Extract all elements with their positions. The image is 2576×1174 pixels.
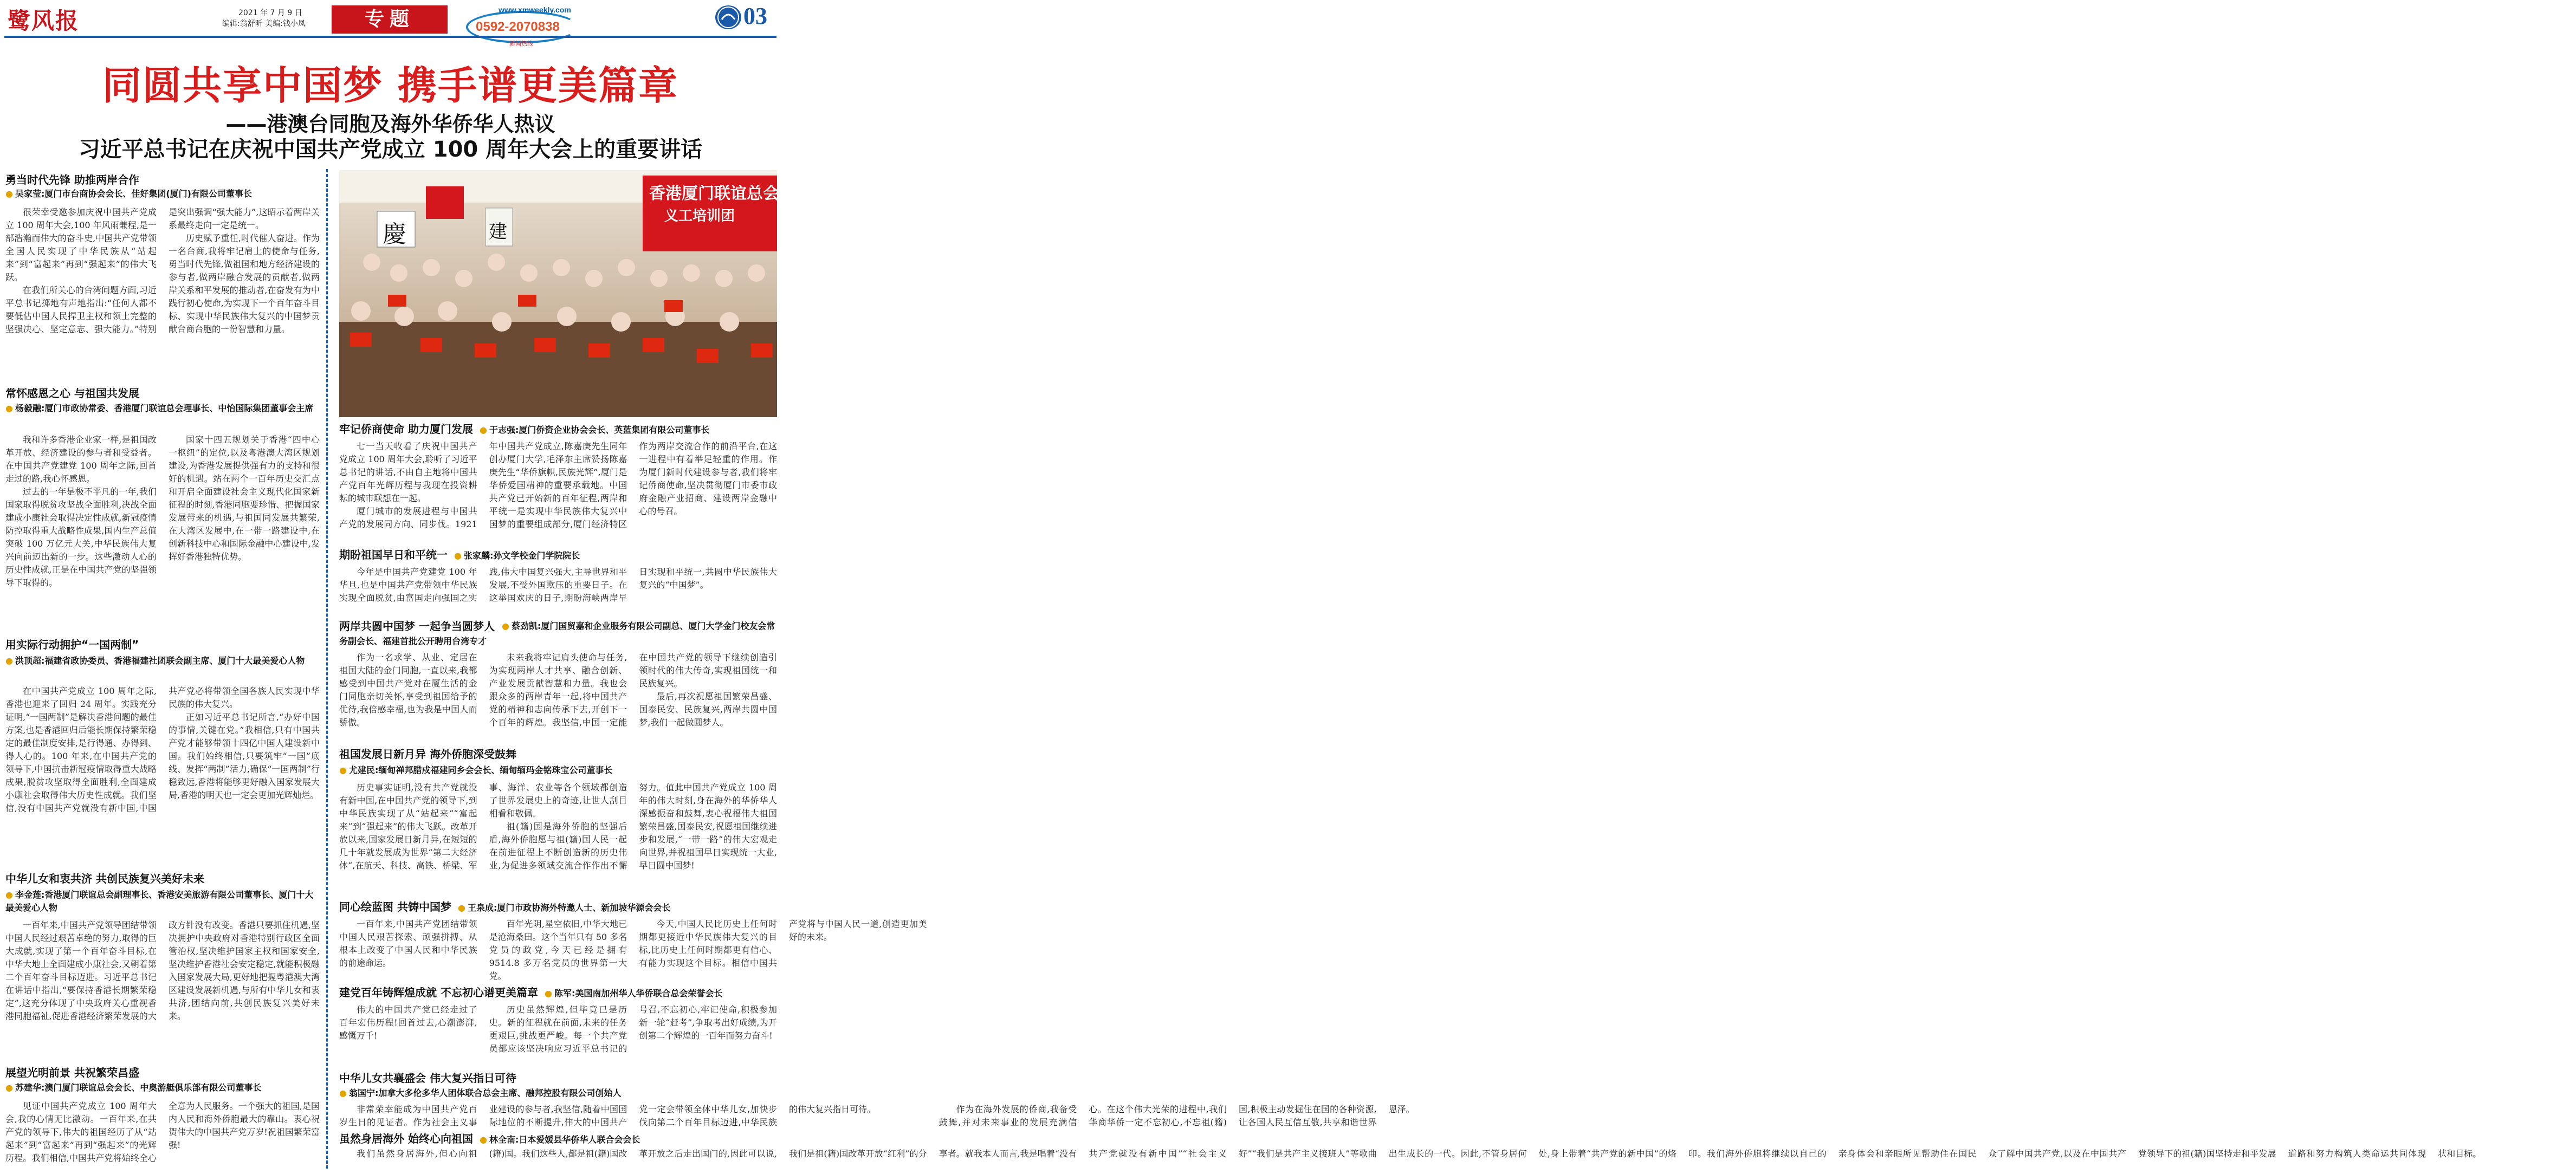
article-author [339, 619, 777, 649]
inline-author [480, 1134, 640, 1145]
author-text: 于志强:厦门侨资企业协会会长、英蓝集团有限公司董事长 [489, 425, 710, 435]
hotline-label: 新闻热线 [509, 40, 533, 47]
article-title [339, 1131, 640, 1147]
banner-text: 香港厦门联谊总会 [649, 184, 779, 203]
title-text: 建党百年铸辉煌成就 不忘初心谱更美篇章 [339, 986, 538, 999]
paragraph: 我和许多香港企业家一样,是祖国改革开放、经济建设的参与者和受益者。在中国共产党建党 100 周年之际,回首走过的路,我心怀感恩。 [5, 434, 157, 484]
article-body [5, 206, 320, 385]
paragraph: 历史虽然辉煌,但毕竟已是历史。新的征程就在前面,未来的任务更艰巨,挑战更严峻。每一个共产党员都应该坚决响应习近平总书记的号召,不忘初心,牢记使命,积极参加新一轮“赶考”,争取考出好成绩,为开创第二个辉煌的一百年而努力奋斗! [489, 1004, 777, 1054]
paragraph: 今天,中国人民比历史上任何时期都更接近中华民族伟大复兴的目标,比历史上任何时期都更有信心、有能力实现这个目标。相信中国共产党将与中国人民一道,创造更加美好的未来。 [639, 919, 927, 968]
article-author [5, 1081, 320, 1094]
author-text: 蔡劲凯:厦门国贸嘉和企业服务有限公司副总、厦门大学金门校友会常务副会长、福建首批公开聘用台湾专才 [339, 621, 775, 646]
bullet-icon: ● [479, 1134, 487, 1145]
bullet-icon: ● [544, 988, 552, 998]
author-text: 陈军:美国南加州华人华侨联合总会荣誉会长 [554, 988, 723, 998]
bullet-icon: ● [5, 189, 13, 199]
article-body [5, 685, 320, 869]
author-text: 翁国宁:加拿大多伦多华人团体联合总会主席、融邦控股有限公司创始人 [348, 1088, 622, 1098]
paragraph: 历史事实证明,没有共产党就没有新中国,在中国共产党的领导下,到中华民族实现了从“站起来”“富起来”到“强起来”的伟大飞跃。改革开放以来,国家发展日新月异,在短短的几十年就发展成为世界“第二大经济体”,在航天、科技、高铁、桥梁、军事、海洋、农业等各个领域都创造了世界发展史上的奇迹,让世人刮目相看和敬佩。 [339, 782, 627, 871]
inline-author [454, 550, 580, 561]
article-title: 中华儿女共襄盛会 伟大复兴指日可待 [339, 1072, 516, 1085]
bullet-icon: ● [5, 890, 13, 900]
article-body [339, 918, 927, 983]
article-body [339, 651, 777, 743]
paragraph: 一百年来,中国共产党领导团结带领中国人民经过艰苦卓绝的努力,取得的巨大成就,实现了第一个百年奋斗目标,在中华大地上全面建成小康社会,又朝着第二个百年奋斗目标迈进。习近平总书记在讲话中指出,“要保持香港长期繁荣稳定”,这充分体现了中央政府关心重视香港同胞福祉,促进香港经济繁荣发展的大政方针没有改变。香港只要抓住机遇,坚决拥护中央政府对香港特别行政区全面管治权,坚决维护国家主权和国家安全,坚决维护香港社会安定稳定,就能积极融入国家发展大局,更好地把握粤港澳大湾区建设发展新机遇,与所有中华儿女和衷共济,团结向前,共创民族复兴美好未来。 [5, 920, 320, 1021]
author-text: 林全南:日本爱媛县华侨华人联合会会长 [489, 1134, 640, 1145]
article-title [339, 547, 580, 563]
title-text: 同心绘蓝图 共铸中国梦 [339, 900, 451, 913]
author-text: 吴家莹:厦门市台商协会会长、佳好集团(厦门)有限公司董事长 [15, 189, 252, 199]
paragraph: 厦门城市的发展进程与中国共产党的发展同方向、同步伐。1921 年中国共产党成立,陈嘉庚先生同年创办厦门大学,毛泽东主席赞扬陈嘉庚先生“华侨旗帜,民族光辉”,厦门是华侨爱国精神的重要承载地。中国共产党已开始新的百年征程,两岸和平统一是实现中华民族伟大复兴中国梦的重要组成部分,厦门经济特区作为两岸交流合作的前沿平台,在这一进程中有着举足轻重的作用。作为厦门新时代建设参与者,我们将牢记侨商使命,坚决贯彻厦门市委市政府金融产业招商、建设两岸金融中心的号召。 [339, 441, 777, 529]
article-title: 勇当时代先锋 助推两岸合作 [5, 173, 139, 186]
inline-author [545, 988, 722, 998]
subheadline-1: ——港澳台同胞及海外华侨华人热议 [225, 112, 555, 136]
paragraph: 正如习近平总书记所言,“办好中国的事情,关键在党。”我相信,只有中国共产党才能够带领十四亿中国人建设新中国。我们始终相信,只要筑牢“一国”底线、发挥“两制”活力,确保“一国两制”行稳致远,香港将能够更好融入国家发展大局,香港的明天也一定会更加光辉灿烂。 [169, 712, 320, 800]
main-headline: 同圆共享中国梦 携手谱更美篇章 [102, 63, 679, 108]
bullet-icon: ● [5, 1082, 13, 1093]
paragraph: 很荣幸受邀参加庆祝中国共产党成立 100 周年大会,100 年风雨兼程,是一部浩瀚而伟大的奋斗史,中国共产党带领全国人民实现了中华民族从“站起来”到“富起来”再到“强起来”的伟大飞跃。 [5, 207, 157, 282]
paragraph: 见证中国共产党成立 100 周年大会,我的心情无比激动。一百年来,在共产党的领导下,伟大的祖国经历了从“站起来”到“富起来”再到“强起来”的光辉历程。我们相信,中国共产党将始终全心全意为人民服务。一个强大的祖国,是国内人民和海外侨胞最大的靠山。衷心祝贺伟大的中国共产党万岁!祝祖国繁荣富强! [5, 1101, 320, 1163]
title-text: 两岸共圆中国梦 一起争当圆梦人 [339, 620, 495, 633]
bullet-icon: ● [457, 903, 465, 913]
article-author [5, 654, 320, 667]
dateline [222, 8, 306, 29]
article-title [339, 421, 709, 438]
bullet-icon: ● [502, 621, 509, 631]
paragraph: 国家十四五规划关于香港“四中心一枢纽”的定位,以及粤港澳大湾区规划建设,为香港发展提供强有力的支持和很好的机遇。站在两个一百年历史交汇点和开启全面建设社会主义现代化国家新征程的时刻,香港同胞要珍惜、把握国家发展带来的机遇,与祖国同发展共繁荣,在大湾区发展中,在一带一路建设中,在创新科技中心和国际金融中心建设中,发挥好香港独特优势。 [169, 434, 320, 562]
paragraph: 作为一名求学、从业、定居在祖国大陆的金门同胞,一直以来,我都感受到中国共产党对在厦生活的金门同胞亲切关怀,享受到祖国给予的优待,我倍感幸福,也为我是中国人而骄傲。 [339, 652, 477, 728]
article-body [5, 919, 320, 1062]
paragraph: 百年光阴,星空依旧,中华大地已是沧海桑田。这个当年只有 50 多名党员的政党,今天已经是拥有 9514.8 多万名党员的世界第一大党。 [489, 919, 627, 981]
newspaper-logo: 鹭风报 [8, 8, 80, 34]
paragraph: 伟大的中国共产党已经走过了百年宏伟历程!回首过去,心潮澎湃,感慨万千! [339, 1004, 477, 1041]
article-body [339, 440, 777, 544]
article-body [339, 781, 777, 898]
paragraph: 过去的一年是极不平凡的一年,我们国家取得脱贫攻坚战全面胜利,决战全面建成小康社会取得决定性成就,新冠疫情防控取得重大战略性成果,国内生产总值突破 100 万亿元大关,中华民族伟大复兴向前迈出新的一步。这些激动人心的历史性成就,正是在中国共产党的坚强领导下取得的。 [5, 487, 157, 588]
article-title: 祖国发展日新月异 海外侨胞深受鼓舞 [339, 748, 516, 761]
paragraph: 一百年来,中国共产党团结带领中国人民艰苦探索、顽强拼搏、从根本上改变了中国人民和中华民族的前途命运。 [339, 919, 477, 968]
article-body [339, 1147, 2482, 1171]
article-author [5, 402, 320, 415]
article-title [339, 899, 670, 916]
paragraph: 作为在海外发展的侨商,我备受鼓舞,并对未来事业的发展充满信心。在这个伟大光荣的进程中,我们华商华侨一定不忘初心,不忘祖(籍)国,积极主动发掘住在国的各种资源,让各国人民互信互敬,共享和谐世界恩泽。 [939, 1104, 1415, 1127]
bullet-icon: ● [5, 656, 13, 666]
paragraph: 祖(籍)国是海外侨胞的坚强后盾,海外侨胞愿与祖(籍)国人民一起在前进征程上不断创造新的历史伟业,为促进多领域交流合作作出不懈努力。值此中国共产党成立 100 周年的伟大时刻,身在海外的华侨华人深感振奋和鼓舞,衷心祝福伟大祖国繁荣昌盛,国泰民安,祝愿祖国继续进步和发展,“一带一路”的伟大宏观走向世界,并祝祖国早日实现统一大业,早日圆中国梦! [489, 782, 777, 871]
banner-subtext: 义工培训团 [664, 208, 735, 224]
issue-date: 2021 年 7 月 9 日 [238, 9, 302, 17]
inline-author [480, 425, 709, 435]
paragraph: 今年是中国共产党建党 100 年华旦,也是中国共产党带领中华民族实现全面脱贫,由富国走向强国之实践,伟大中国复兴强大,主导世界和平发展,不受外国欺压的重要日子。在这举国欢庆的日子,期盼海峡两岸早日实现和平统一,共圆中华民族伟大复兴的“中国梦”。 [339, 567, 777, 603]
article-body [339, 566, 777, 618]
author-text: 杨毅融:厦门市政协常委、香港厦门联谊总会理事长、中怡国际集团董事会主席 [15, 403, 314, 413]
paragraph: 未来我将牢记肩头使命与任务,为实现两岸人才共享、融合创新、产业发展贡献智慧和力量。我也会跟众多的两岸青年一起,将中国共产党的精神和志向传承下去,开创下一个百年的辉煌。我坚信,中国一定能在中国共产党的领导下继续创造引领时代的伟大传奇,实现祖国统一和民族复兴。 [489, 652, 777, 728]
article-body [339, 1103, 1415, 1129]
article-title: 用实际行动拥护“一国两制” [5, 638, 139, 651]
article-body [5, 433, 320, 628]
placard-char-1: 慶 [383, 220, 406, 248]
bullet-icon: ● [5, 403, 13, 413]
author-text: 王泉成:厦门市政协海外特邀人士、新加坡华源会会长 [467, 903, 671, 913]
title-text: 牢记侨商使命 助力厦门发展 [339, 423, 473, 436]
paragraph: 历史赋予重任,时代催人奋进。作为一名台商,我将牢记肩上的使命与任务,勇当时代先锋,做祖国和地方经济建设的参与者,做两岸融合发展的贡献者,做两岸关系和平发展的推动者,在奋发有为中践行初心使命,为实现下一个百年奋斗目标、实现中华民族伟大复兴的中国梦贡献台商台胞的一份智慧和力量。 [169, 233, 320, 334]
article-author [339, 764, 777, 777]
article-author [339, 1087, 777, 1100]
article-title: 展望光明前景 共祝繁荣昌盛 [5, 1066, 139, 1079]
group-photo [339, 170, 777, 417]
column-divider [326, 169, 328, 1169]
author-text: 李金莲:香港厦门联谊总会副理事长、香港安美旅游有限公司董事长、厦门十大最美爱心人物 [5, 890, 314, 913]
header-rule [4, 36, 776, 38]
article-title: 中华儿女和衷共济 共创民族复兴美好未来 [5, 872, 204, 885]
paragraph: 在我们所关心的台湾问题方面,习近平总书记掷地有声地指出:“任何人都不要低估中国人民捍卫主权和领土完整的坚强决心、坚定意志、强大能力。”特别是突出强调“强大能力”,这昭示着两岸关系最终走向一定是统一。 [5, 207, 320, 334]
article-author [5, 888, 320, 914]
article-title [339, 985, 722, 1001]
title-text: 期盼祖国早日和平统一 [339, 548, 448, 561]
article-body [5, 1100, 320, 1168]
subheadline-2: 习近平总书记在庆祝中国共产党成立 100 周年大会上的重要讲话 [78, 137, 703, 162]
bullet-icon: ● [339, 765, 347, 775]
author-text: 尤建民:缅甸禅邦腊戍福建同乡会会长、缅甸缅玛金铭珠宝公司董事长 [348, 765, 613, 775]
author-text: 洪顶超:福建省政协委员、香港福建社团联会副主席、厦门十大最美爱心人物 [15, 656, 305, 666]
paragraph: 非常荣幸能成为中国共产党百岁生日的见证者。作为社会主义事业建设的参与者,我坚信,随着中国国际地位的不断提升,伟大的中国共产党一定会带领全体中华儿女,加快步伐向第二个百年目标迈进,中华民族的伟大复兴指日可待。 [339, 1104, 876, 1127]
author-text: 张家麟:孙文学校金门学院院长 [463, 550, 580, 561]
bullet-icon: ● [479, 425, 487, 435]
page-number: 03 [743, 3, 767, 29]
website-url[interactable]: www.xmweekly.com [499, 5, 571, 14]
placard-char-2: 建 [489, 221, 507, 243]
website-hotline-block [466, 3, 596, 47]
hotline-number: 0592-2070838 [476, 20, 560, 34]
paragraph: 在中国共产党成立 100 周年之际,香港也迎来了回归 24 周年。实践充分证明,“一国两制”是解决香港问题的最佳方案,也是香港回归后能长期保持繁荣稳定的最佳制度安排,是行得通、办得到、得人心的。100 年来,在中国共产党的领导下,中国抗击新冠疫情取得重大战略成果,脱贫攻坚取得全面胜利,全面建成小康社会取得伟大历史性成就。我们坚信,没有中国共产党就没有新中国,中国共产党必将带领全国各族人民实现中华民族的伟大复兴。 [5, 686, 320, 813]
bullet-icon: ● [454, 550, 462, 561]
article-body [339, 1003, 777, 1068]
bullet-icon: ● [339, 1088, 347, 1098]
paragraph: 我们虽然身居海外,但心向祖(籍)国。我们这些人,都是祖(籍)国改革开放之后走出国门的,因此可以说,我们是祖(籍)国改革开放“红利”的分享者。就我本人而言,我是唱着“没有共产党就没有新中国”“社会主义好”“我们是共产主义接班人”等歌曲出生成长的一代。因此,不管身居何处,身上带着“共产党的新中国”的烙印。我们海外侨胞将继续以自己的亲身体会和亲眼所见帮助住在国民众了解中国共产党,以及在中国共产党领导下的祖(籍)国坚持走和平发展道路和努力构筑人类命运共同体现状和目标。 [357, 1149, 2482, 1159]
paragraph: 七一当天收看了庆祝中国共产党成立 100 周年大会,聆听了习近平总书记的讲话,不由自主地将中国共产党百年光辉历程与我现在投资耕耘的城市联想在一起。 [339, 441, 477, 503]
inline-author [458, 903, 670, 913]
section-label: 专题 [332, 5, 448, 34]
author-text: 苏建华:澳门厦门联谊总会会长、中奥游艇俱乐部有限公司董事长 [15, 1082, 262, 1093]
article-author [5, 187, 320, 200]
paragraph: 最后,再次祝愿祖国繁荣昌盛、国泰民安、民族复兴,两岸共圆中国梦,我们一起做圆梦人。 [639, 691, 777, 728]
title-text: 虽然身居海外 始终心向祖国 [339, 1132, 473, 1145]
page-badge-icon [715, 5, 741, 29]
editor-credits: 编辑:翁舒昕 美编:钱小凤 [222, 20, 306, 28]
article-title: 常怀感恩之心 与祖国共发展 [5, 387, 139, 400]
